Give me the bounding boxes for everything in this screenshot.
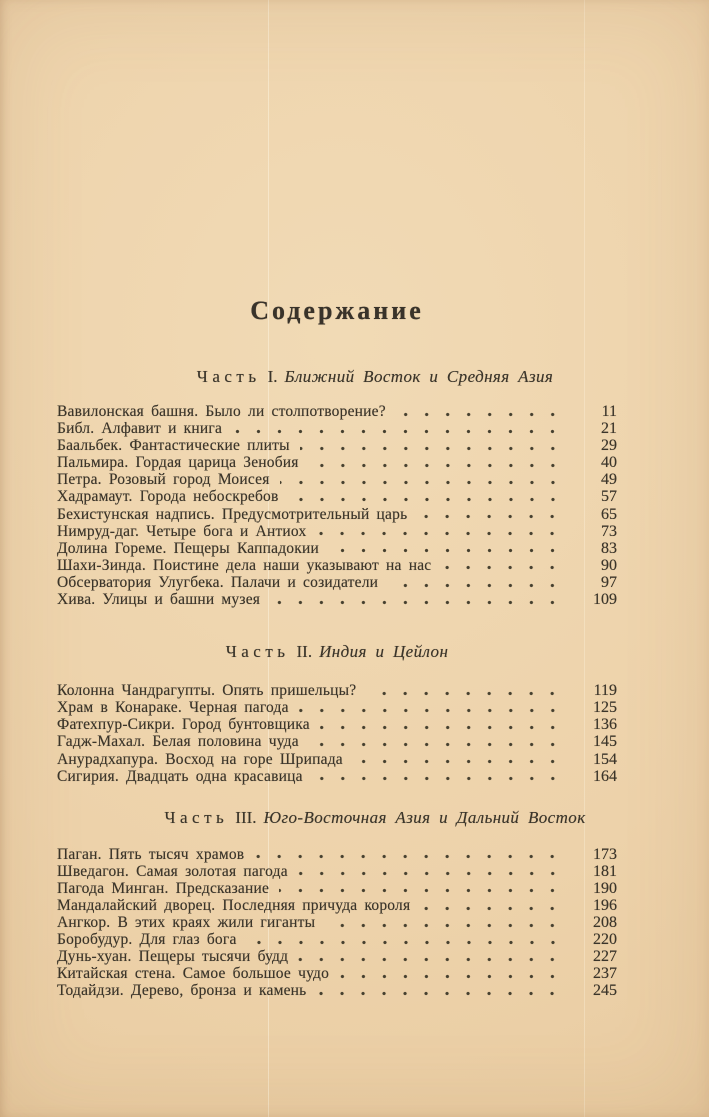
toc-entry: [57, 846, 617, 863]
toc-entry: [57, 437, 617, 454]
toc-entry: [57, 716, 617, 733]
toc-entry: [57, 965, 617, 982]
part-title: Юго-Восточная Азия и Дальний Восток: [263, 807, 586, 827]
table-of-contents: [57, 367, 617, 1000]
toc-entry: [57, 982, 617, 999]
entry-title: Пальмира. Гордая царица Зенобия: [57, 454, 299, 472]
entry-title: Хива. Улицы и башни музея: [57, 591, 261, 609]
section-entries: [57, 403, 617, 608]
dot-leader: [388, 574, 565, 591]
part-numeral: II.: [296, 642, 313, 662]
part-title: Индия и Цейлон: [319, 642, 449, 662]
entry-title: Гадж-Махал. Белая половина чуда: [57, 733, 299, 751]
toc-entry: [57, 574, 617, 591]
toc-entry: [57, 897, 617, 914]
dot-leader: [254, 846, 565, 863]
toc-entry: [57, 454, 617, 471]
entry-page-number: 83: [601, 539, 617, 557]
dot-leader: [309, 733, 565, 750]
entry-title: Библ. Алфавит и книга: [57, 420, 223, 438]
toc-entry: [57, 768, 617, 785]
entry-title: Паган. Пять тысяч храмов: [57, 845, 245, 863]
entry-title: Ангкор. В этих краях жили гиганты: [57, 914, 316, 932]
dot-leader: [420, 897, 565, 914]
dot-leader: [325, 914, 565, 931]
entry-page-number: 90: [601, 556, 617, 574]
entry-page-number: 154: [593, 750, 617, 768]
entry-title: Шахи-Зинда. Поистине дела наши указывают на нас: [57, 556, 432, 574]
entry-title: Баальбек. Фантастические плиты: [57, 437, 290, 455]
entry-page-number: 21: [601, 420, 617, 438]
entry-page-number: 181: [593, 862, 617, 880]
entry-page-number: 145: [593, 733, 617, 751]
toc-entry: [57, 471, 617, 488]
entry-page-number: 119: [593, 682, 617, 700]
entry-title: Долина Гореме. Пещеры Каппадокии: [57, 539, 319, 557]
part-numeral: I.: [267, 367, 278, 386]
dot-leader: [247, 931, 565, 948]
entry-title: Храм в Конараке. Черная пагода: [57, 699, 289, 717]
toc-entry: [57, 699, 617, 716]
dot-leader: [316, 982, 565, 999]
entry-page-number: 237: [593, 965, 617, 983]
toc-entry: [57, 591, 617, 608]
section-heading: [95, 367, 655, 387]
entry-page-number: 136: [593, 716, 617, 734]
entry-page-number: 11: [601, 403, 617, 420]
part-title: Ближний Восток и Средняя Азия: [284, 367, 554, 386]
entry-title: Хадрамаут. Города небоскребов: [57, 488, 279, 506]
toc-entry: [57, 948, 617, 965]
entry-title: Фатехпур-Сикри. Город бунтовщика: [57, 716, 310, 734]
toc-content: [57, 0, 617, 1000]
entry-page-number: 227: [593, 948, 617, 966]
page-title: Содержание: [250, 296, 424, 325]
entry-page-number: 196: [593, 896, 617, 914]
entry-page-number: 65: [601, 505, 617, 523]
entry-page-number: 40: [601, 454, 617, 472]
toc-entry: [57, 540, 617, 557]
entry-page-number: 208: [593, 914, 617, 932]
entry-page-number: 164: [593, 767, 617, 785]
section-entries: [57, 682, 617, 785]
entry-title: Китайская стена. Самое большое чудо: [57, 965, 330, 983]
part-numeral: III.: [235, 807, 257, 827]
dot-leader: [353, 751, 565, 768]
dot-leader: [232, 420, 565, 437]
entry-title: Колонна Чандрагупты. Опять пришельцы?: [57, 682, 357, 700]
entry-title: Петра. Розовый город Моисея: [57, 471, 270, 489]
dot-leader: [316, 523, 565, 540]
toc-entry: [57, 506, 617, 523]
toc-section: [57, 808, 617, 1000]
entry-page-number: 29: [601, 437, 617, 455]
part-label: Часть: [164, 807, 229, 827]
toc-entry: [57, 914, 617, 931]
toc-section: [57, 642, 617, 785]
entry-page-number: 173: [593, 845, 617, 863]
dot-leader: [279, 880, 565, 897]
entry-title: Шведагон. Самая золотая пагода: [57, 862, 288, 880]
entry-page-number: 57: [601, 488, 617, 506]
dot-leader: [396, 403, 565, 420]
dot-leader: [309, 454, 565, 471]
dot-leader: [313, 768, 565, 785]
entry-page-number: 73: [601, 522, 617, 540]
entry-title: Бехистунская надпись. Предусмотрительный царь: [57, 505, 408, 523]
part-label: Часть: [196, 367, 261, 386]
section-entries: [57, 846, 617, 1000]
entry-page-number: 125: [593, 699, 617, 717]
entry-page-number: 109: [593, 591, 617, 609]
entry-title: Анурадхапура. Восход на горе Шрипада: [57, 750, 343, 768]
section-heading: [57, 642, 617, 662]
entry-title: Мандалайский дворец. Последняя причуда короля: [57, 896, 411, 914]
entry-title: Нимруд-даг. Четыре бога и Антиох: [57, 522, 307, 540]
dot-leader: [298, 948, 565, 965]
entry-title: Пагода Минган. Предсказание: [57, 879, 270, 897]
entry-page-number: 190: [593, 879, 617, 897]
part-label: Часть: [225, 642, 290, 662]
dot-leader: [299, 699, 565, 716]
toc-entry: [57, 420, 617, 437]
dot-leader: [300, 437, 565, 454]
dot-leader: [280, 471, 565, 488]
dot-leader: [289, 488, 565, 505]
entry-title: Сигирия. Двадцать одна красавица: [57, 767, 303, 785]
toc-entry: [57, 488, 617, 505]
entry-page-number: 49: [601, 471, 617, 489]
dot-leader: [417, 506, 565, 523]
toc-entry: [57, 523, 617, 540]
entry-title: Вавилонская башня. Было ли столпотворение?: [57, 403, 386, 420]
dot-leader: [441, 557, 565, 574]
entry-title: Дунь-хуан. Пещеры тысячи будд: [57, 948, 289, 966]
section-heading: [95, 808, 655, 828]
toc-entry: [57, 931, 617, 948]
dot-leader: [339, 965, 565, 982]
entry-title: Тодайдзи. Дерево, бронза и камень: [57, 982, 307, 1000]
entry-title: Боробудур. Для глаз бога: [57, 931, 237, 949]
toc-entry: [57, 682, 617, 699]
toc-entry: [57, 863, 617, 880]
dot-leader: [366, 682, 565, 699]
toc-entry: [57, 403, 617, 420]
dot-leader: [270, 591, 565, 608]
dot-leader: [298, 863, 565, 880]
toc-entry: [57, 751, 617, 768]
toc-section: [57, 367, 617, 608]
entry-page-number: 220: [593, 931, 617, 949]
dot-leader: [329, 540, 565, 557]
toc-entry: [57, 733, 617, 750]
toc-entry: [57, 880, 617, 897]
toc-entry: [57, 557, 617, 574]
dot-leader: [320, 716, 565, 733]
entry-page-number: 97: [601, 573, 617, 591]
entry-page-number: 245: [593, 982, 617, 1000]
entry-title: Обсерватория Улугбека. Палачи и созидатели: [57, 573, 379, 591]
